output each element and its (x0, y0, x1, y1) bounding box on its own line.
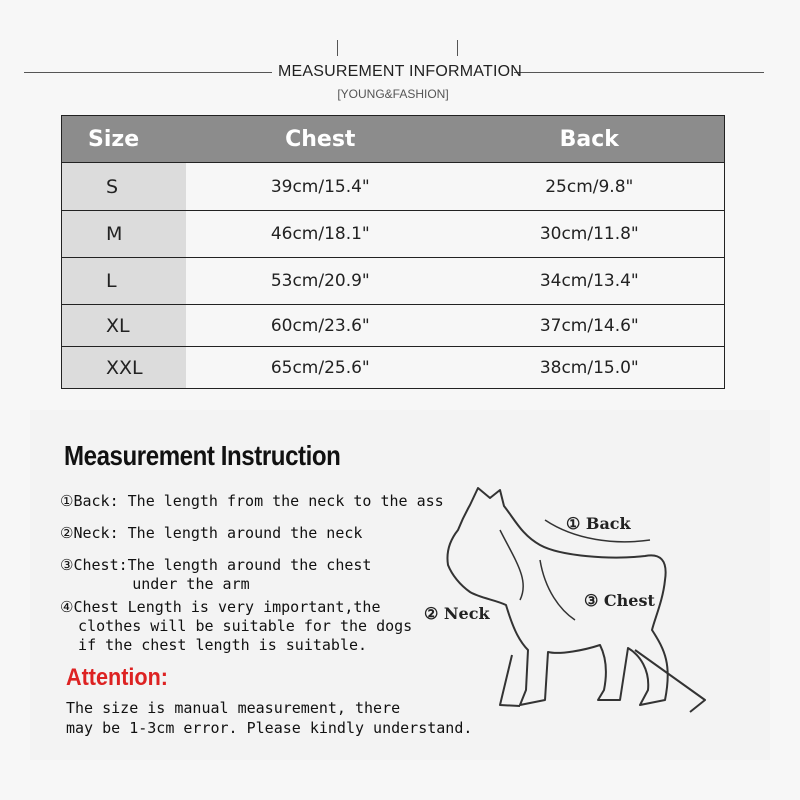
size-cell: XXL (62, 347, 187, 389)
neck-label: ② Neck (424, 604, 490, 623)
instruction-title: Measurement Instruction (64, 440, 341, 471)
attention-note: The size is manual measurement, there may be 1-3cm error. Please kindly understand. (66, 699, 473, 737)
chest-cell: 60cm/23.6" (186, 305, 455, 347)
back-cell: 34cm/13.4" (455, 258, 725, 305)
instruction-item-neck: ②Neck: The length around the neck (60, 524, 363, 542)
size-cell: S (62, 163, 187, 211)
column-header-size: Size (62, 116, 187, 163)
chest-cell: 65cm/25.6" (186, 347, 455, 389)
column-header-chest: Chest (186, 116, 455, 163)
back-cell: 37cm/14.6" (455, 305, 725, 347)
column-header-back: Back (455, 116, 725, 163)
size-cell: L (62, 258, 187, 305)
attention-label: Attention: (66, 664, 168, 691)
chest-cell: 39cm/15.4" (186, 163, 455, 211)
neck-measure-line (500, 530, 523, 600)
page-subtitle: [YOUNG&FASHION] (337, 87, 449, 101)
size-cell: XL (62, 305, 187, 347)
instruction-item-back: ①Back: The length from the neck to the ass (60, 492, 444, 510)
chest-label: ③ Chest (584, 591, 655, 610)
size-cell: M (62, 211, 187, 258)
back-cell: 38cm/15.0" (455, 347, 725, 389)
page-title: MEASUREMENT INFORMATION (277, 63, 522, 80)
chest-cell: 46cm/18.1" (186, 211, 455, 258)
instruction-item-chest: ③Chest:The length around the chest under the arm (60, 556, 372, 593)
back-label: ① Back (566, 514, 631, 533)
instruction-item-chest-length: ④Chest Length is very important,the clothes will be suitable for the dogs if the chest length is suitable. (60, 598, 413, 654)
chest-measure-line (540, 560, 575, 620)
back-cell: 25cm/9.8" (455, 163, 725, 211)
chest-cell: 53cm/20.9" (186, 258, 455, 305)
back-cell: 30cm/11.8" (455, 211, 725, 258)
